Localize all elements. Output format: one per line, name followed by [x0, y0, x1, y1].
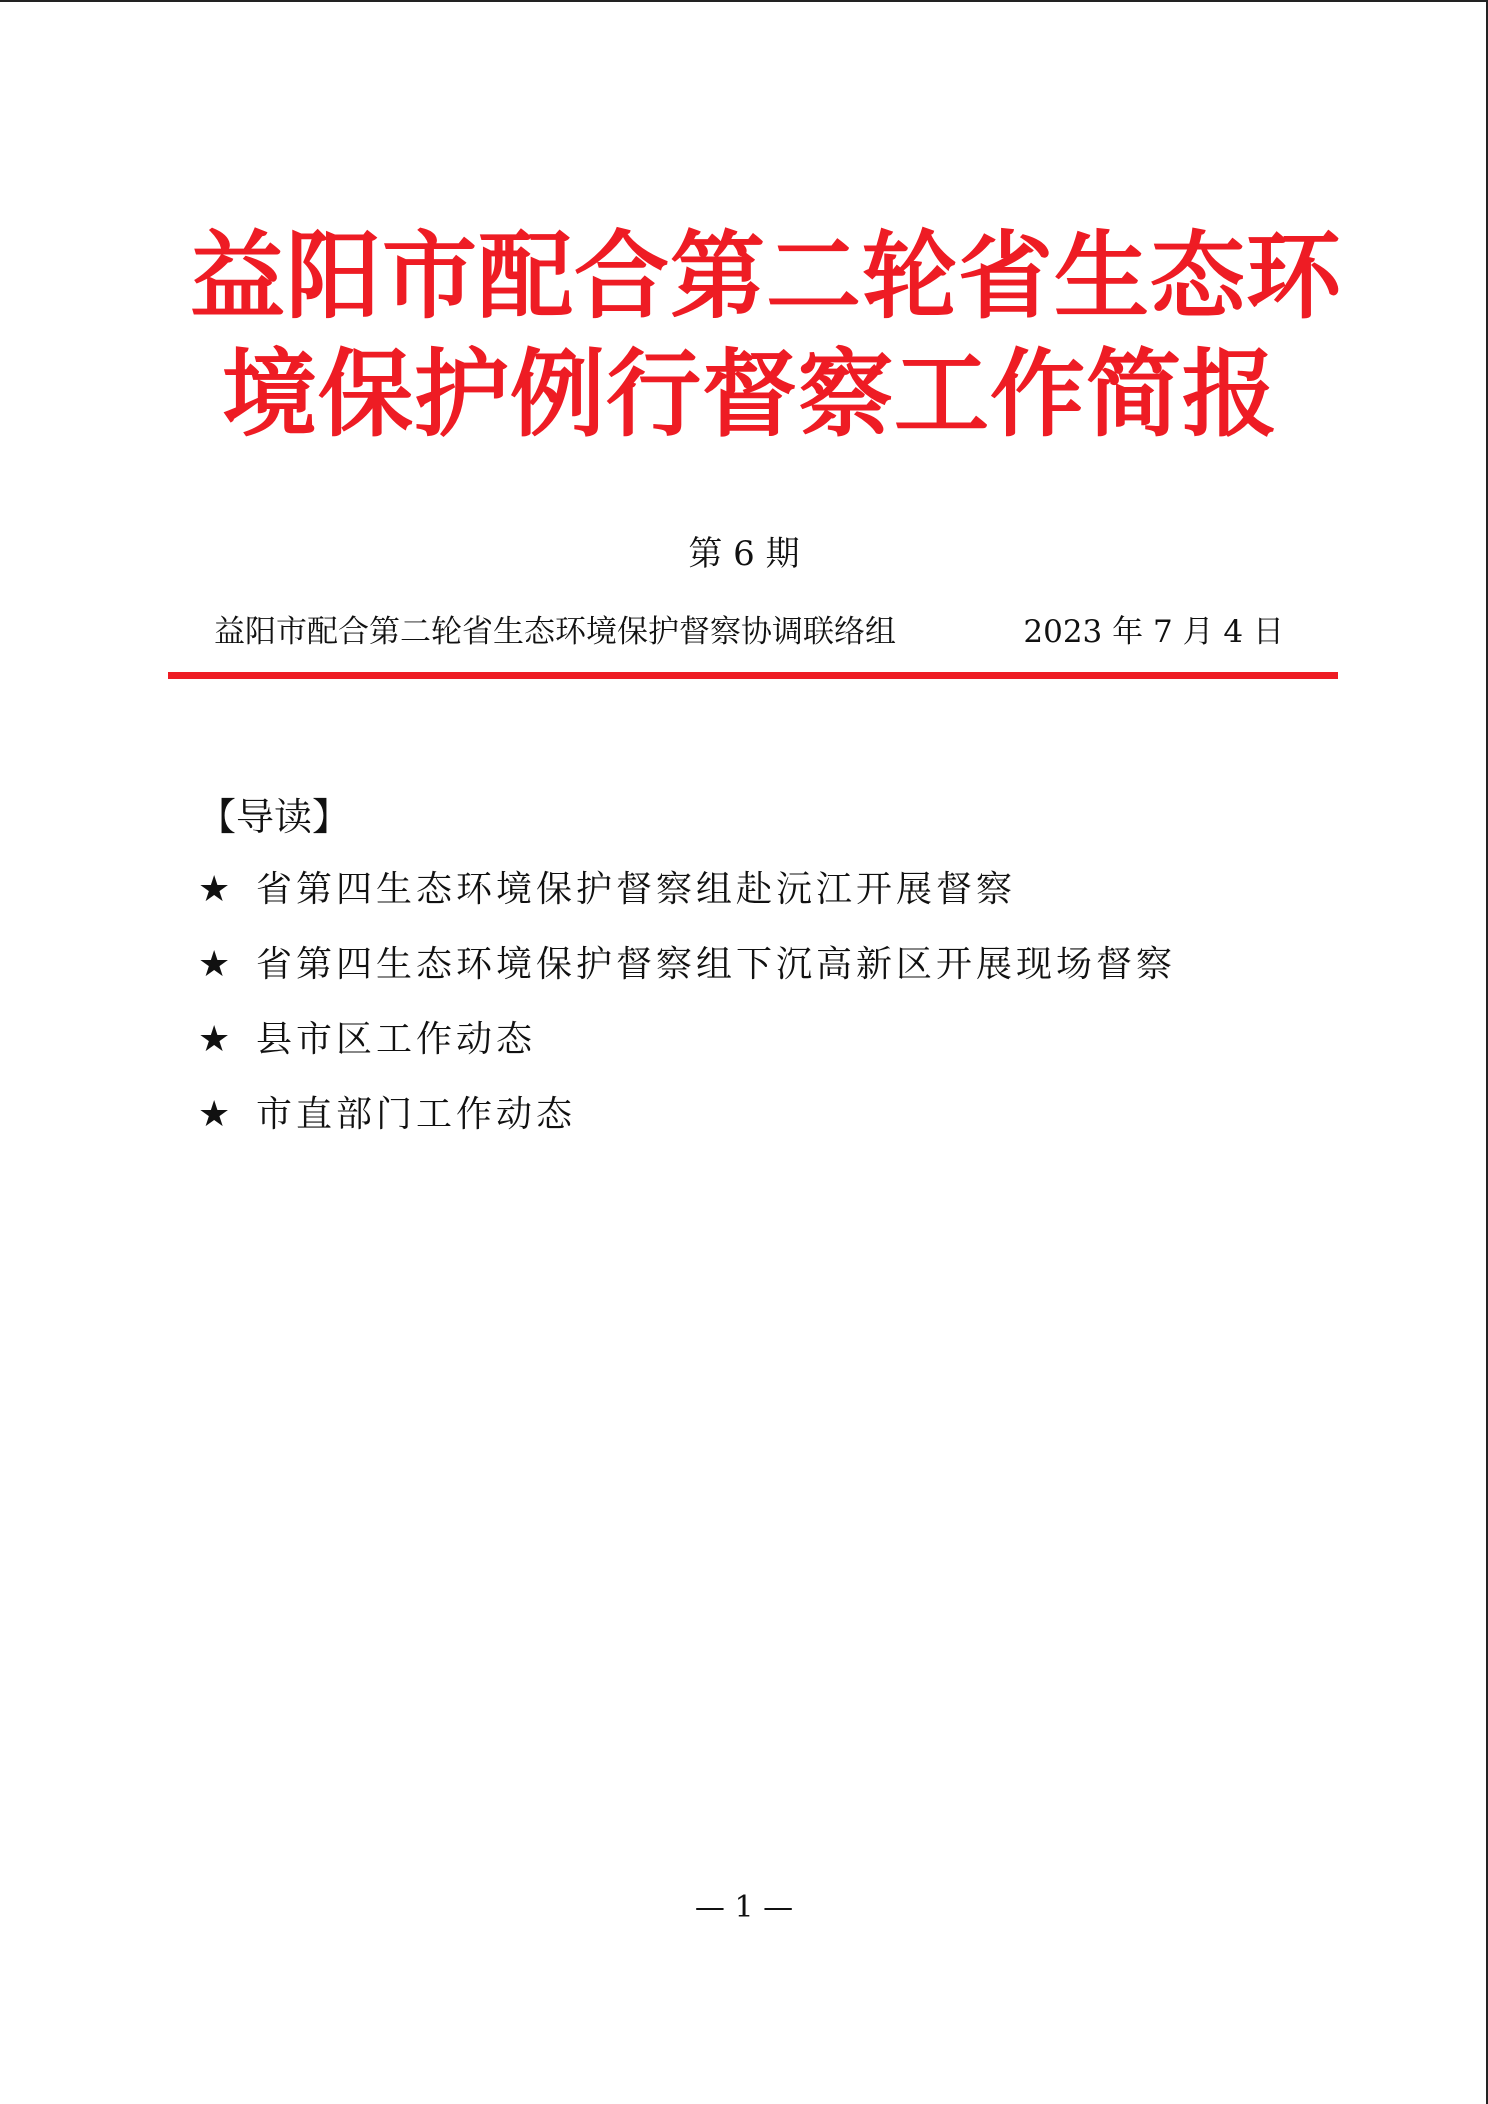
issue-number: 第 6 期 — [688, 534, 800, 574]
toc-item — [198, 939, 1176, 1014]
toc-item — [198, 1089, 1176, 1164]
issuer-line — [214, 610, 1284, 654]
title-line-1: 益阳市配合第二轮省生态环 — [190, 221, 1343, 332]
page-number: — 1 — — [694, 1890, 794, 1925]
document-title — [190, 218, 1343, 454]
star-icon: ★ — [198, 1019, 231, 1060]
issue-date: 2023 年 7 月 4 日 — [1023, 614, 1284, 650]
title-line-2: 境保护例行督察工作简报 — [221, 339, 1278, 450]
toc-item — [198, 1014, 1176, 1089]
toc-heading: 【导读】 — [198, 795, 351, 839]
star-icon: ★ — [198, 944, 231, 985]
star-icon: ★ — [198, 1094, 231, 1135]
star-icon: ★ — [198, 869, 231, 910]
toc-list — [198, 864, 1176, 1164]
red-divider-line — [168, 672, 1338, 679]
toc-item-text: 省第四生态环境保护督察组赴沅江开展督察 — [256, 869, 1017, 910]
toc-item-text: 市直部门工作动态 — [256, 1094, 577, 1135]
toc-item — [198, 864, 1176, 939]
toc-item-text: 省第四生态环境保护督察组下沉高新区开展现场督察 — [256, 944, 1177, 985]
toc-item-text: 县市区工作动态 — [256, 1019, 537, 1060]
issuer-name: 益阳市配合第二轮省生态环境保护督察协调联络组 — [214, 614, 896, 650]
